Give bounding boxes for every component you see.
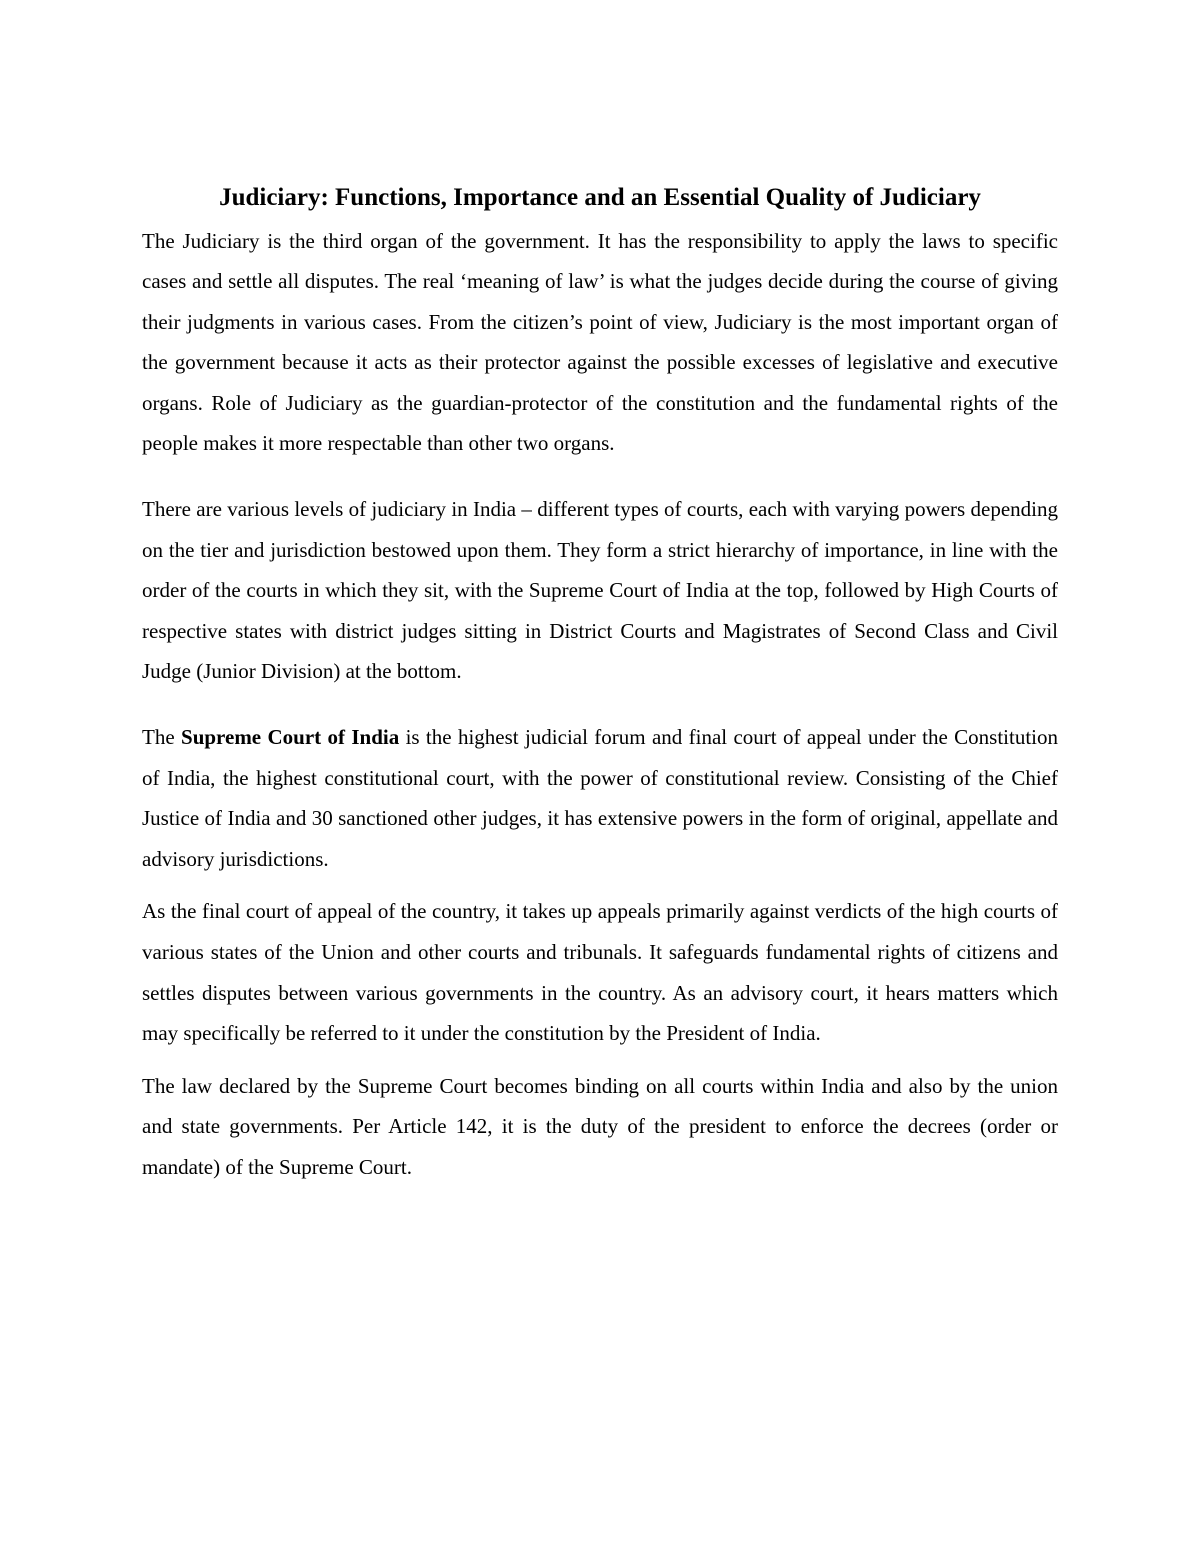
paragraph-binding-law: The law declared by the Supreme Court becomes binding on all courts within India and also by the union and state governments. Per Article 142, it is the duty of the president to enforce the decrees (order or mandate) of the Supreme Court. <box>142 1073 1058 1179</box>
document-title: Judiciary: Functions, Importance and an Essential Quality of Judiciary <box>219 184 981 211</box>
paragraph-court-levels: There are various levels of judiciary in India – different types of courts, each with varying powers depending on the tier and jurisdiction bestowed upon them. They form a strict hierarchy of importance, in line with the order of the courts in which they sit, with the Supreme Court of India at the top, followed by High Courts of respective states with district judges sitting in District Courts and Magistrates of Second Class and Civil Judge (Junior Division) at the bottom. <box>142 497 1058 684</box>
paragraph-prefix: The <box>142 725 182 750</box>
paragraph-body: is the highest judicial forum and final court of appeal under the Constitution of India, the highest constitutional court, with the power of constitutional review. Consisting of the Chief Justice of India and 30 sanctioned other judges, it has extensive powers in the form of original, appellate and advisory jurisdictions. <box>142 725 1059 871</box>
paragraph-supreme-court <box>142 717 1058 879</box>
document-page <box>142 182 1058 1188</box>
supreme-court-bold-term: Supreme Court of India <box>181 725 400 750</box>
paragraph-appeals: As the final court of appeal of the country, it takes up appeals primarily against verdicts of the high courts of various states of the Union and other courts and tribunals. It safeguards fundamental rights of citizens and settles disputes between various governments in the country. As an advisory court, it hears matters which may specifically be referred to it under the constitution by the President of India. <box>142 899 1058 1046</box>
paragraph-judiciary-intro: The Judiciary is the third organ of the government. It has the responsibility to apply the laws to specific cases and settle all disputes. The real ‘meaning of law’ is what the judges decide during the course of giving their judgments in various cases. From the citizen’s point of view, Judiciary is the most important organ of the government because it acts as their protector against the possible excesses of legislative and executive organs. Role of Judiciary as the guardian-protector of the constitution and the fundamental rights of the people makes it more respectable than other two organs. <box>142 228 1058 456</box>
